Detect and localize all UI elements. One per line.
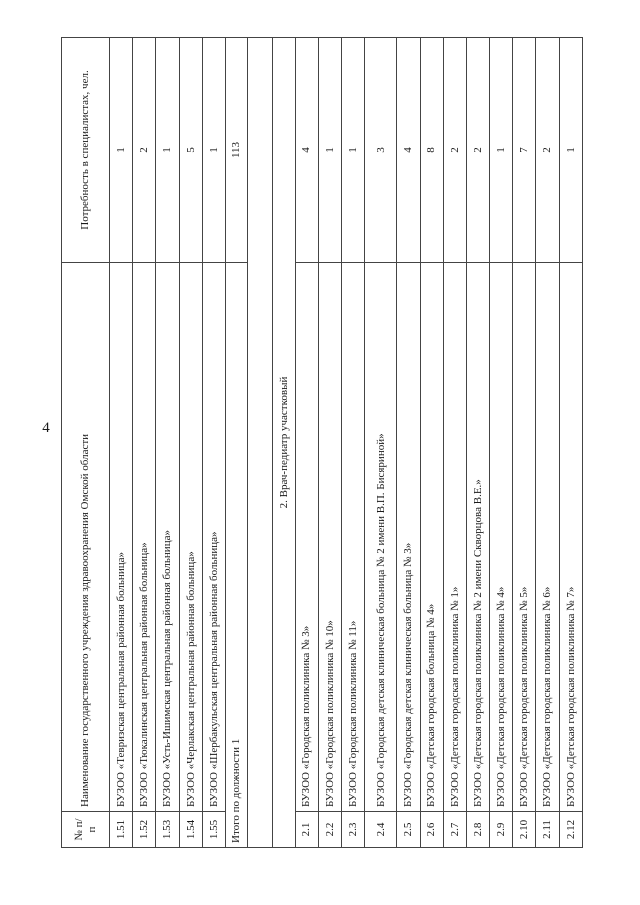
rotated-table-container (61, 65, 583, 848)
row-num: 2.3 (341, 812, 364, 848)
row-name: БУЗОО «Черлакская центральная районная больница» (179, 263, 202, 812)
table-row (156, 38, 179, 848)
row-name: БУЗОО «Городская поликлиника № 3» (295, 263, 318, 812)
table-row (536, 38, 559, 848)
row-need: 1 (110, 38, 133, 263)
header-name: Наименование государственного учреждения здравоохранения Омской области (62, 263, 110, 812)
row-need: 1 (156, 38, 179, 263)
row-name: БУЗОО «Детская городская поликлиника № 4» (490, 263, 513, 812)
row-num: 2.7 (443, 812, 466, 848)
row-num: 2.10 (513, 812, 536, 848)
row-need: 8 (420, 38, 443, 263)
row-need: 1 (202, 38, 225, 263)
total-row (225, 38, 247, 848)
table-header-row (62, 38, 110, 848)
table-row (466, 38, 489, 848)
row-need: 1 (559, 38, 582, 263)
row-need: 5 (179, 38, 202, 263)
row-name: БУЗОО «Усть-Ишимская центральная районная больница» (156, 263, 179, 812)
row-need: 1 (490, 38, 513, 263)
table-row (341, 38, 364, 848)
page-number: 4 (42, 420, 50, 436)
table-row (202, 38, 225, 848)
table-row (513, 38, 536, 848)
table-row (110, 38, 133, 848)
row-num: 1.54 (179, 812, 202, 848)
row-name: БУЗОО «Тевризская центральная районная больница» (110, 263, 133, 812)
row-need: 1 (318, 38, 341, 263)
row-num: 2.2 (318, 812, 341, 848)
row-num: 2.12 (559, 812, 582, 848)
row-need: 3 (365, 38, 397, 263)
row-name: БУЗОО «Детская городская поликлиника № 7» (559, 263, 582, 812)
row-name: БУЗОО «Городская поликлиника № 11» (341, 263, 364, 812)
row-name: БУЗОО «Детская городская поликлиника № 5» (513, 263, 536, 812)
row-num: 2.5 (397, 812, 420, 848)
table-row (443, 38, 466, 848)
row-name: БУЗОО «Тюкалинская центральная районная больница» (133, 263, 156, 812)
row-num: 1.55 (202, 812, 225, 848)
header-num: № п/п (62, 812, 110, 848)
spacer-row (248, 38, 273, 848)
row-need: 4 (295, 38, 318, 263)
row-num: 1.52 (133, 812, 156, 848)
spacer-cell (248, 38, 273, 848)
table-row (397, 38, 420, 848)
section-header-row (273, 38, 295, 848)
row-need: 1 (341, 38, 364, 263)
table-row (490, 38, 513, 848)
row-need: 4 (397, 38, 420, 263)
table-row (559, 38, 582, 848)
table-row (295, 38, 318, 848)
row-need: 2 (536, 38, 559, 263)
row-name: БУЗОО «Городская детская клиническая больница № 3» (397, 263, 420, 812)
row-name: БУЗОО «Детская городская поликлиника № 2 имени Скворцова В.Е.» (466, 263, 489, 812)
row-name: БУЗОО «Городская поликлиника № 10» (318, 263, 341, 812)
total-label: Итого по должности 1 (225, 263, 247, 848)
table-row (365, 38, 397, 848)
header-need: Потребность в специалистах, чел. (62, 38, 110, 263)
row-need: 2 (133, 38, 156, 263)
row-num: 2.11 (536, 812, 559, 848)
table-row (420, 38, 443, 848)
table-row (133, 38, 156, 848)
row-num: 2.4 (365, 812, 397, 848)
row-num: 1.51 (110, 812, 133, 848)
row-num: 2.1 (295, 812, 318, 848)
row-need: 7 (513, 38, 536, 263)
row-name: БУЗОО «Детская городская больница № 4» (420, 263, 443, 812)
table-row (179, 38, 202, 848)
table-row (318, 38, 341, 848)
row-need: 2 (466, 38, 489, 263)
row-num: 2.9 (490, 812, 513, 848)
total-value: 113 (225, 38, 247, 263)
staff-need-table (61, 37, 583, 848)
row-num: 2.6 (420, 812, 443, 848)
row-name: БУЗОО «Городская детская клиническая больница № 2 имени В.П. Бисяриной» (365, 263, 397, 812)
row-need: 2 (443, 38, 466, 263)
row-name: БУЗОО «Детская городская поликлиника № 1» (443, 263, 466, 812)
row-name: БУЗОО «Детская городская поликлиника № 6» (536, 263, 559, 812)
row-num: 1.53 (156, 812, 179, 848)
row-name: БУЗОО «Шербакульская центральная районная больница» (202, 263, 225, 812)
section-title: 2. Врач-педиатр участковый (273, 38, 295, 848)
row-num: 2.8 (466, 812, 489, 848)
